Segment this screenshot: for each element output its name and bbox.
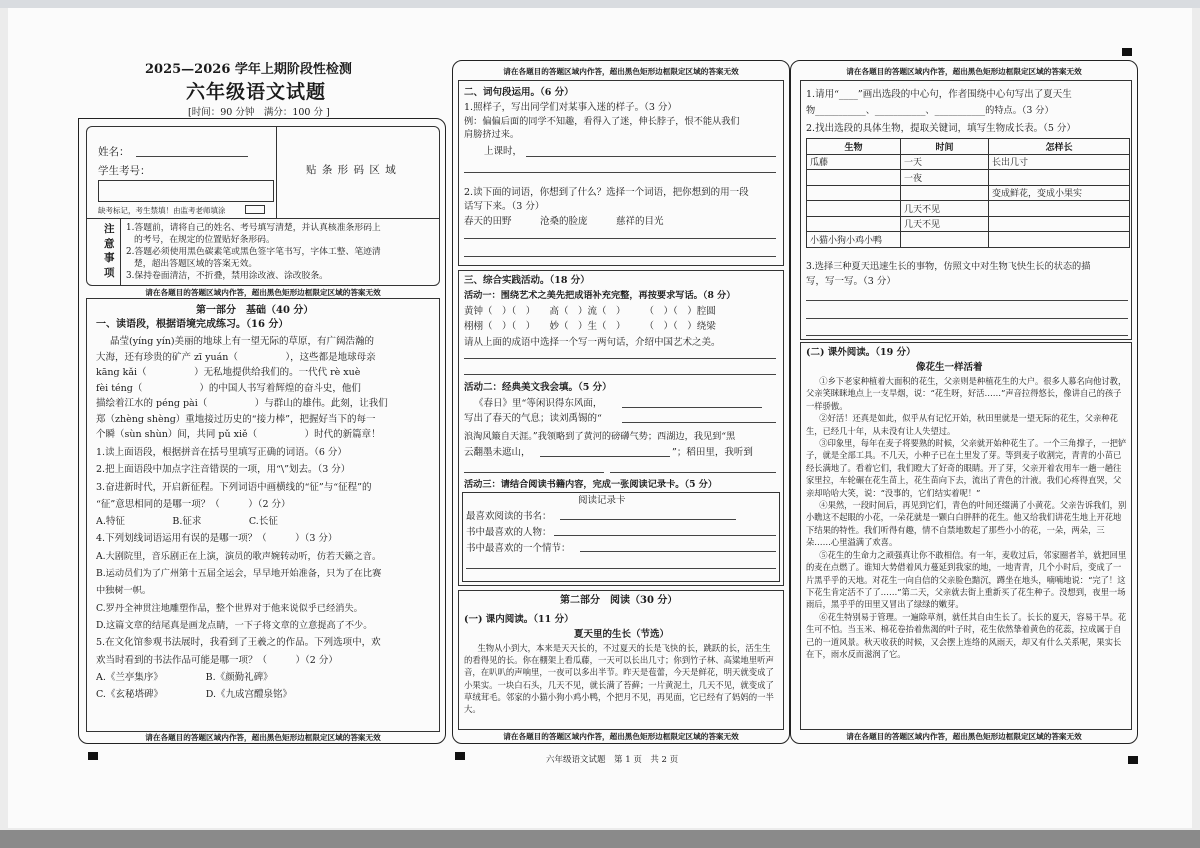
question-line: C.《玄秘塔碑》 D.《九成宫醴泉铭》: [96, 689, 292, 701]
read2-paragraph: ⑥花生特别易于管理。一遍除草剂，就任其自由生长了。长长的夏天，容易干旱。花生可不怕。当玉米、棉花卷抬着焦渴的叶子时，花生依然挚着黄色的花蕊，拉成属于自己的一道风景。秋天收获的时候，又会摆上连络的风雨天，却又有什么关系呢，果实长在下，雨水反而滋润了它。: [806, 611, 1127, 659]
alignment-mark-top-right: [1122, 48, 1132, 56]
activity-3: 活动三：请结合阅读书籍内容，完成一张阅读记录卡。（5 分）: [464, 479, 718, 490]
table-row: [807, 154, 1130, 170]
reading-card-plot-field[interactable]: [466, 568, 776, 569]
table-cell[interactable]: 一夜: [901, 170, 989, 186]
boundary-note-col2-bottom: 请在各题目的答题区域内作答，超出黑色矩形边框限定区域的答案无效: [503, 732, 739, 741]
read2-paragraph: ①乡下老家种植着大面积的花生，父亲则是种植花生的大户。很多人慕名向他讨教，父亲笑眯眯地点上一支旱烟，说：“花生呀，好活……”声音拉得悠长，像讲自己的孩子一样骄傲。: [806, 376, 1127, 411]
col3-q2: 2.找出选段的具体生物，提取关键词，填写生物成长表。（5 分）: [806, 123, 1076, 134]
boundary-note-col3-bottom: 请在各题目的答题区域内作答，超出黑色矩形边框限定区域的答案无效: [846, 732, 1082, 741]
notice-item-2: 的考号，在规定的位置贴好条形码。: [134, 235, 275, 245]
question-line: 1.读上面语段，根据拼音在括号里填写正确的词语。（6 分）: [96, 447, 347, 458]
activity-1-answer-line[interactable]: [464, 374, 776, 375]
table-header-row: [807, 139, 1130, 155]
passage-line: 个瞬（sùn shùn）间，共同 pǔ xiě（ ）时代的新篇章！: [96, 429, 381, 440]
table-cell[interactable]: [807, 216, 901, 232]
table-row: [807, 201, 1130, 217]
question-line: B.运动员们为了广州第十五届全运会，早早地开始准备，只为了在比赛: [96, 568, 382, 580]
table-cell[interactable]: [989, 170, 1130, 186]
question-line: 4.下列划线词语运用有误的是哪一项？（ ）（3 分）: [96, 533, 338, 545]
table-cell[interactable]: [901, 185, 989, 201]
q2-title: 二、词句段运用。（6 分）: [464, 87, 574, 98]
read2-paragraph: ③印象里，每年在麦子将要熟的时候，父亲就开始种花生了。一个三角撑子，一把铲子，就是全部工具。不几天，小种子已在土里发了芽。等到麦子收割完，青青的小苗已经长满地了。看着它们，我们瞪大了好奇的眼睛。开了芽，父亲开着农用车一趟一趟往家里拉，车轮碾在花生苗上，花生苗向下去，流出了青色的汁液。我们心疼得直哭，父亲却哈哈大笑，说：“没事的，它们结实着呢！”: [806, 438, 1127, 498]
question-line: 3.奋进新时代，开启新征程。下列词语中画横线的“征”与“征程”的: [96, 481, 372, 493]
col3-q1b: 物___________、___________、___________的特点。（3 分）: [806, 105, 1054, 116]
boundary-note-col1-bottom: 请在各题目的答题区域内作答，超出黑色矩形边框限定区域的答案无效: [145, 733, 381, 742]
read2-subtitle: 像花生一样活着: [916, 362, 983, 373]
part1-questions: [96, 444, 438, 703]
bottom-bar: [0, 830, 1200, 848]
name-field[interactable]: [136, 156, 248, 157]
notice-heading: 注意事项: [104, 223, 115, 279]
activity-2-blank[interactable]: [622, 422, 776, 423]
table-row: [807, 170, 1130, 186]
table-row: [807, 185, 1130, 201]
activity-2-line-e: ”；稻田里，我听到: [672, 447, 753, 458]
name-label: 姓名：: [98, 146, 130, 158]
activity-1: 活动一：围绕艺术之美先把成语补充完整，再按要求写话。（8 分）: [464, 290, 736, 301]
q2-2-answer-line[interactable]: [464, 256, 776, 257]
reading-card-plot-field[interactable]: [580, 551, 776, 552]
table-cell[interactable]: [901, 232, 989, 248]
notice-item-1: 1.答题前，请将自己的姓名、考号填写清楚，并认真核准条形码上: [126, 223, 381, 233]
col3-q3-answer-line[interactable]: [806, 318, 1128, 319]
table-cell[interactable]: [807, 185, 901, 201]
reading-card-character-field[interactable]: [554, 535, 776, 536]
alignment-mark-bottom-right: [1128, 756, 1138, 764]
boundary-note-col3-top: 请在各题目的答题区域内作答，超出黑色矩形边框限定区域的答案无效: [846, 67, 1082, 76]
subject-title: 六年级语文试题: [186, 81, 327, 103]
q2-2-answer-line[interactable]: [464, 238, 776, 239]
activity-1-task: 请从上面的成语中选择一个写一两句话，介绍中国艺术之美。: [464, 337, 721, 348]
part1-q1-title: 一、读语段，根据语境完成练习。（16 分）: [96, 319, 289, 330]
time-score: [时间：90 分钟 满分：100 分 ]: [188, 107, 330, 118]
question-line: 欢当时看到的书法作品可能是哪一项？（ ）（2 分）: [96, 654, 338, 666]
exam-title: 2025—2026 学年上期阶段性检测: [145, 62, 352, 77]
read1-subtitle: 夏天里的生长（节选）: [574, 629, 670, 640]
boundary-note-col1-top: 请在各题目的答题区域内作答，超出黑色矩形边框限定区域的答案无效: [145, 288, 381, 297]
activity-2-line-c: 浪淘风簸自天涯。”我领略到了黄河的磅礴气势；西湖边，我见到“黑: [464, 431, 736, 442]
table-header: 时间: [901, 139, 989, 155]
table-header: 怎样长: [989, 139, 1130, 155]
reading-card-character: 书中最喜欢的人物：: [466, 527, 552, 538]
table-cell[interactable]: [989, 216, 1130, 232]
activity-2-blank[interactable]: [464, 472, 604, 473]
activity-1-row-1: 黄钟（ ）（ ） 高（ ）流（ ） （ ）（ ）腔圆: [464, 306, 716, 317]
reading-card-title: 阅读记录卡: [578, 495, 626, 506]
activity-2-blank[interactable]: [622, 407, 762, 408]
top-bar: [0, 0, 1200, 8]
question-line: A.《兰亭集序》 B.《颜勤礼碑》: [96, 671, 273, 683]
table-cell[interactable]: [807, 201, 901, 217]
absent-checkbox[interactable]: [245, 205, 265, 214]
q2-2-words: 春天的田野 沧桑的脸庞 慈祥的目光: [464, 216, 664, 227]
barcode-area-label: 贴 条 形 码 区 域: [306, 164, 397, 176]
passage-line: 描绘着江水的 péng pài（ ）与群山的雄伟。此刻，让我们: [96, 398, 388, 409]
table-cell[interactable]: 瓜藤: [807, 154, 901, 170]
activity-1-row-2: 栩栩（ ）（ ） 妙（ ）生（ ） （ ）（ ）绕梁: [464, 321, 716, 332]
table-cell[interactable]: 一天: [901, 154, 989, 170]
notice-item-3: 2.答题必须使用黑色碳素笔或黑色签字笔书写，字体工整、笔迹清: [126, 247, 381, 257]
q2-1-blank-label: 上课时，: [484, 146, 523, 157]
growth-table: [806, 138, 1130, 248]
q2-1: 1.照样子，写出同学们对某事入迷的样子。（3 分）: [464, 102, 677, 113]
q3-title: 三、综合实践活动。（18 分）: [464, 275, 590, 286]
table-cell[interactable]: 几天不见: [901, 201, 989, 217]
passage-line: 郑（zhèng shèng）重地接过历史的“接力棒”，把握好当下的每一: [96, 413, 376, 425]
col3-q1a: 1.请用“____”画出选段的中心句，作者围绕中心句写出了夏天生: [806, 89, 1072, 100]
student-id-label: 学生考号：: [98, 165, 151, 177]
q2-1-answer-line[interactable]: [464, 172, 776, 173]
part2-heading: 第二部分 阅读（30 分）: [560, 595, 678, 606]
part1-passage: [96, 334, 438, 443]
table-row: [807, 232, 1130, 248]
notice-item-5: 3.保持卷面清洁，不折叠，禁用涂改液、涂改胶条。: [126, 271, 328, 281]
table-cell[interactable]: 小猫小狗小鸡小鸭: [807, 232, 901, 248]
table-header: 生物: [807, 139, 901, 155]
boundary-note-col2-top: 请在各题目的答题区域内作答，超出黑色矩形边框限定区域的答案无效: [503, 67, 739, 76]
read2-title: (二) 课外阅读。（19 分）: [806, 347, 916, 358]
barcode-divider: [276, 126, 277, 218]
question-line: 中独树一帜。: [96, 585, 152, 597]
activity-2-line-b: 写出了春天的气息；读刘禹锡的“: [464, 413, 602, 424]
student-id-field[interactable]: [98, 180, 274, 202]
reading-card-book: 最喜欢阅读的书名：: [466, 511, 552, 522]
q2-1-example-a: 例：偏偏后面的同学不知趣，看得入了迷，伸长脖子，恨不能从我们: [464, 116, 740, 127]
passage-line: 晶莹(yíng yín)美丽的地球上有一望无际的草原，有广阔浩瀚的: [110, 336, 375, 347]
passage-line: fèi téng（ ）的中国人书写着辉煌的奋斗史，他们: [96, 382, 361, 394]
activity-2: 活动二：经典美文我会填。（5 分）: [464, 382, 612, 393]
table-cell[interactable]: [989, 201, 1130, 217]
table-cell[interactable]: 几天不见: [901, 216, 989, 232]
question-line: 5.在文化馆参观书法展时，我看到了王羲之的作品。下列选项中，欢: [96, 637, 381, 649]
activity-2-blank[interactable]: [610, 472, 776, 473]
question-line: A.特征 B.征求 C.长征: [96, 516, 278, 528]
reading-card-plot: 书中最喜欢的一个情节：: [466, 543, 571, 554]
table-cell[interactable]: 长出几寸: [989, 154, 1130, 170]
read1-text: 生物从小到大，本来是天天长的，不过夏天的长是飞快的长，跳跃的长，活生生的看得见的长。你在棚架上看瓜藤，一天可以长出几寸；你到竹子林、高粱地里听声音，在叭叭的声响里，一夜可以多出半节。昨天是苞蕾，今天是鲜花，明天就变成了小果实。一块白石头，几天不见，就长满了苔藓；一片黄泥土，几天不见，就变成了草绒茸毛。邻家的小猫小狗小鸡小鸭，个把月不见，再见面，它已经有了妈妈的一半大。: [464, 643, 774, 715]
q2-1-example-b: 肩膀挤过来。: [464, 129, 520, 140]
question-line: “征”意思相同的是哪一项？（ ）（2 分）: [96, 498, 291, 510]
alignment-mark-bottom-left: [88, 752, 98, 760]
passage-line: 大海，还有珍贵的矿产 zī yuán（ ），这些都是地球母亲: [96, 351, 376, 363]
col3-q3b: 写，写一写。（3 分）: [806, 276, 896, 287]
table-cell[interactable]: 变成鲜花，变成小果实: [989, 185, 1130, 201]
q2-1-answer-line[interactable]: [526, 156, 776, 157]
part1-heading: 第一部分 基础（40 分）: [196, 305, 314, 316]
col3-q3-answer-line[interactable]: [806, 300, 1128, 301]
notice-heading-divider: [120, 218, 121, 286]
read2-paragraph: ②好活！还真是如此，似乎从有记忆开始，秋田里就是一望无际的花生，父亲种花生，已经几十年，从未没有让人失望过。: [806, 413, 1118, 436]
col3-q3-answer-line[interactable]: [806, 335, 1128, 336]
read2-passage: [806, 375, 1128, 728]
question-line: A.大剧院里，音乐剧正在上演，演员的歌声婉转动听，仿若天籁之音。: [96, 550, 382, 562]
question-line: C.罗丹全神贯注地雕塑作品，整个世界对于他来说似乎已经消失。: [96, 602, 363, 614]
q2-2b: 话写下来。（3 分）: [464, 201, 545, 212]
notice-item-4: 楚，超出答题区域的答案无效。: [134, 259, 258, 269]
activity-1-answer-line[interactable]: [464, 358, 776, 359]
activity-2-line-d: 云翻墨未遮山，: [464, 447, 531, 458]
read1-title: (一) 课内阅读。（11 分）: [464, 614, 574, 625]
student-info-divider: [86, 218, 440, 219]
table-row: [807, 216, 1130, 232]
q2-2a: 2.读下面的词语，你想到了什么？选择一个词语，把你想到的用一段: [464, 187, 749, 198]
table-cell[interactable]: [989, 232, 1130, 248]
col3-q3a: 3.选择三种夏天迅速生长的事物，仿照文中对生物飞快生长的状态的描: [806, 261, 1091, 272]
read2-paragraph: ⑤花生的生命力之顽强真让你不敢相信。有一年，麦收过后，邻家圈者羊，就把回里的麦在点燃了。谁知大势借着风力蔓延到我家的地，一地青青，几个小时后，变成了一片黑乎乎的天地。对花生一向自信的父亲脸色黯沉，蹲坐在地头，喃喃地说：“完了！这下花生肯定活不了了……”第二天，父亲就去街上重新买了花生种子。没想到，夜里一场雨后，黑乎乎的田里又冒出了绿绿的嫩芽。: [806, 549, 1127, 610]
passage-line: kāng kǎi（ ）无私地提供给我们的。一代代 rè xuè: [96, 367, 361, 378]
question-line: D.这篇文章的结尾真是画龙点睛，一下子将文章的立意提高了不少。: [96, 619, 373, 631]
page-footer: 六年级语文试题 第 1 页 共 2 页: [546, 755, 679, 765]
absent-note: 缺考标记，考生禁填！由监考老师填涂: [98, 206, 226, 215]
read2-paragraph: ④果然，一段时间后，再见到它们，青色的叶间还缀满了小黄花。父亲告诉我们，别小瞧这不起眼的小花，一朵花就是一颗白白胖胖的花生。他又给我们讲花生地上开花地下结果的特性。我们听得有趣，情不自禁地数起了那些小小的花，一朵，两朵，三朵……心里溢满了欢喜。: [806, 500, 1127, 548]
table-cell[interactable]: [807, 170, 901, 186]
alignment-mark-bottom-center: [455, 752, 465, 760]
activity-2-blank[interactable]: [540, 456, 670, 457]
question-line: 2.把上面语段中加点字注音错误的一项，用“\”划去。（3 分）: [96, 464, 351, 476]
reading-card-book-field[interactable]: [560, 519, 736, 520]
activity-2-line-a: 《春日》里“等闲识得东风面，: [474, 398, 603, 409]
